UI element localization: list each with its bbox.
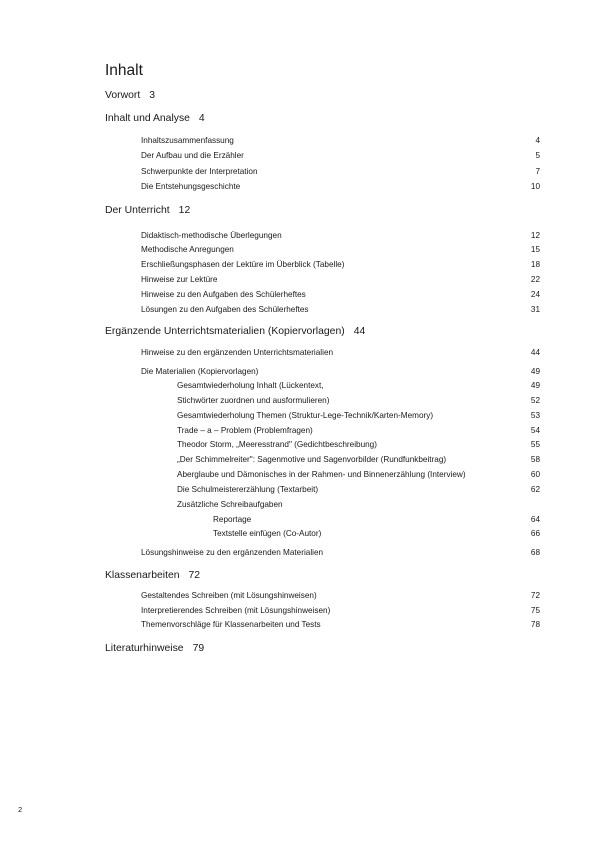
toc-subentry[interactable] [0,380,540,391]
toc-subentry[interactable] [0,499,540,510]
entry-title: Die Materialien (Kopiervorlagen) [141,367,259,376]
section-title: Ergänzende Unterrichtsmaterialien (Kopiervorlagen) [105,326,345,337]
toc-subsubentry[interactable] [0,528,540,539]
entry-page: 66 [530,529,540,538]
entry-title: Die Schulmeistererzählung (Textarbeit) [177,485,319,494]
toc-subentry[interactable] [0,410,540,421]
entry-title: Aberglaube und Dämonisches in der Rahmen- und Binnenerzählung (Interview) [177,470,466,479]
toc-subentry[interactable] [0,439,540,450]
entry-title: Reportage [213,515,252,524]
entry-title: Gesamtwiederholung Themen (Struktur-Lege-Technik/Karten-Memory) [177,411,434,420]
entry-title: Trade – a – Problem (Problemfragen) [177,426,313,435]
entry-page: 64 [530,515,540,524]
entry-page: 53 [530,411,540,420]
entry-page: 31 [530,305,540,314]
entry-page: 10 [530,182,540,191]
section-title: Literaturhinweise [105,643,184,654]
entry-page: 62 [530,485,540,494]
entry-title: Der Aufbau und die Erzähler [141,151,244,160]
entry-page: 78 [530,620,540,629]
section-title: Vorwort [105,90,141,101]
toc-entry[interactable] [0,590,540,601]
entry-title: Gestaltendes Schreiben (mit Lösungshinweisen) [141,591,317,600]
section-title: Inhalt und Analyse [105,113,190,124]
section-page: 12 [178,205,191,216]
toc-entry[interactable] [0,366,540,377]
section-page: 79 [192,643,205,654]
toc-entry[interactable] [0,166,540,177]
section-page: 44 [353,326,366,337]
toc-entry[interactable] [0,244,540,255]
toc-section-vorwort[interactable] [105,90,155,101]
entry-page: 4 [535,136,540,145]
entry-page: 72 [530,591,540,600]
toc-section-inhalt-analyse[interactable] [105,113,205,124]
entry-title: Stichwörter zuordnen und ausformulieren) [177,396,330,405]
entry-title: Textstelle einfügen (Co-Autor) [213,529,322,538]
entry-title: Methodische Anregungen [141,245,234,254]
toc-subentry[interactable] [0,395,540,406]
toc-entry[interactable] [0,619,540,630]
toc-entry[interactable] [0,135,540,146]
toc-section-unterricht[interactable] [105,205,190,216]
entry-page: 5 [535,151,540,160]
toc-entry[interactable] [0,274,540,285]
toc-subentry[interactable] [0,469,540,480]
entry-title: Theodor Storm, „Meeresstrand" (Gedichtbeschreibung) [177,440,377,449]
toc-entry[interactable] [0,347,540,358]
toc-entry[interactable] [0,304,540,315]
section-title: Der Unterricht [105,205,170,216]
toc-subsubentry[interactable] [0,514,540,525]
entry-title: Inhaltszusammenfassung [141,136,234,145]
toc-section-klassenarbeiten[interactable] [105,570,200,581]
entry-title: Zusätzliche Schreibaufgaben [177,500,283,509]
section-page: 72 [188,570,201,581]
section-title: Klassenarbeiten [105,570,180,581]
toc-subentry[interactable] [0,425,540,436]
toc-entry[interactable] [0,605,540,616]
toc-section-materialien[interactable] [105,326,365,337]
entry-title: Hinweise zu den ergänzenden Unterrichtsmaterialien [141,348,334,357]
entry-page: 7 [535,167,540,176]
entry-page: 24 [530,290,540,299]
entry-page: 54 [530,426,540,435]
entry-page: 52 [530,396,540,405]
toc-entry[interactable] [0,289,540,300]
toc-entry[interactable] [0,181,540,192]
toc-entry[interactable] [0,259,540,270]
entry-title: Lösungen zu den Aufgaben des Schülerheftes [141,305,309,314]
page-title: Inhalt [105,62,143,79]
entry-title: Hinweise zu den Aufgaben des Schülerheftes [141,290,306,299]
entry-page: 49 [530,381,540,390]
entry-page: 22 [530,275,540,284]
toc-entry[interactable] [0,150,540,161]
entry-page: 44 [530,348,540,357]
toc-entry[interactable] [0,547,540,558]
entry-title: Didaktisch-methodische Überlegungen [141,231,282,240]
entry-title: Interpretierendes Schreiben (mit Lösungshinweisen) [141,606,331,615]
toc-entry[interactable] [0,230,540,241]
entry-page: 60 [530,470,540,479]
entry-title: Erschließungsphasen der Lektüre im Überblick (Tabelle) [141,260,345,269]
entry-title: Hinweise zur Lektüre [141,275,218,284]
entry-page: 75 [530,606,540,615]
entry-page: 68 [530,548,540,557]
toc-subentry[interactable] [0,454,540,465]
entry-page: 58 [530,455,540,464]
entry-title: Die Entstehungsgeschichte [141,182,241,191]
entry-page: 18 [530,260,540,269]
entry-title: Themenvorschläge für Klassenarbeiten und Tests [141,620,321,629]
entry-title: Schwerpunkte der Interpretation [141,167,258,176]
page-number: 2 [18,805,23,814]
toc-section-literatur[interactable] [105,643,204,654]
entry-title: „Der Schimmelreiter": Sagenmotive und Sagenvorbilder (Rundfunkbeitrag) [177,455,447,464]
entry-page: 55 [530,440,540,449]
entry-page: 12 [530,231,540,240]
entry-title: Lösungshinweise zu den ergänzenden Materialien [141,548,324,557]
entry-page: 15 [530,245,540,254]
section-page: 4 [198,113,205,124]
entry-title: Gesamtwiederholung Inhalt (Lückentext, [177,381,324,390]
entry-page: 49 [530,367,540,376]
section-page: 3 [149,90,156,101]
toc-subentry[interactable] [0,484,540,495]
